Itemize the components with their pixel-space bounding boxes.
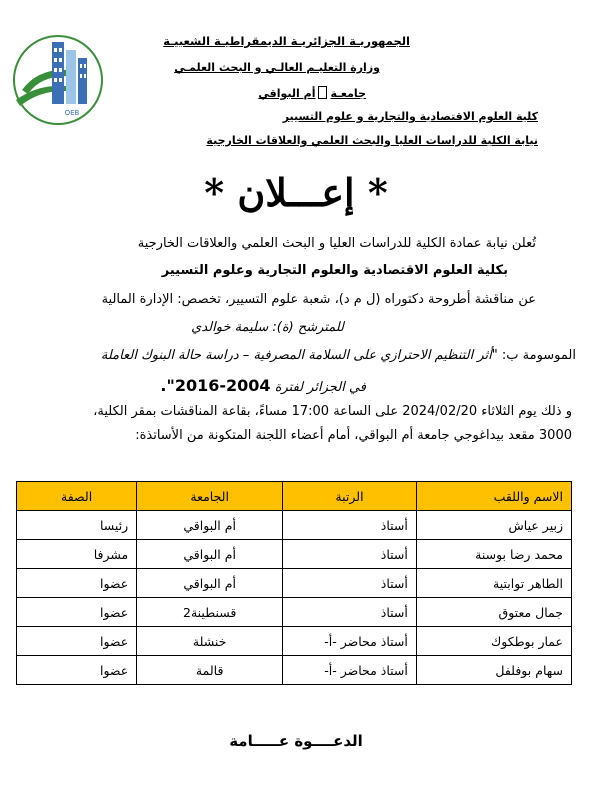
cell-university: أم البواقي — [137, 511, 283, 540]
table-row — [17, 627, 572, 656]
body-thesis-period: 2004-2016". — [160, 376, 271, 395]
cell-name: جمال معتوق — [416, 598, 571, 627]
cell-role: عضوا — [17, 656, 137, 685]
logo-caption: OEB — [64, 109, 80, 117]
col-header-role: الصفة — [17, 482, 137, 511]
header-ministry: وزارة التعليـم العالـي و البحث العلمـي — [174, 61, 380, 74]
col-header-name: الاسم واللقب — [416, 482, 571, 511]
body-thesis-title — [101, 348, 576, 363]
committee-table — [16, 481, 572, 685]
table-row — [17, 569, 572, 598]
public-invitation: الدعــــوة عـــــامة — [229, 732, 363, 750]
col-header-university: الجامعة — [137, 482, 283, 511]
cell-rank: أستاذ — [283, 540, 417, 569]
header-university-name: أم البواقي — [258, 87, 316, 100]
col-header-rank: الرتبة — [283, 482, 417, 511]
cell-university: خنشلة — [137, 627, 283, 656]
body-candidate: للمترشح (ة): سليمة خوالدي — [191, 320, 344, 335]
cell-name: زبير عياش — [416, 511, 571, 540]
header-republic: الجمهوريـة الجزائريـة الديمقراطيـة الشعبيـة — [163, 34, 410, 48]
cell-name: الطاهر توابتية — [416, 569, 571, 598]
cell-rank: أستاذ — [283, 511, 417, 540]
body-thesis-type: عن مناقشة أطروحة دكتوراه (ل م د)، شعبة علوم التسيير، تخصص: الإدارة المالية — [101, 292, 536, 307]
body-thesis-quote: أثر التنظيم الاحترازي على السلامة المصرفية – دراسة حالة البنوك العاملة — [100, 348, 492, 363]
body-thesis-cont-lead: في الجزائر لفترة — [274, 380, 366, 395]
cell-university: أم البواقي — [137, 540, 283, 569]
cell-role: عضوا — [17, 627, 137, 656]
header-vice-deanship: نيابة الكلية للدراسات العليا والبحث العلمي والعلاقات الخارجية — [206, 134, 538, 147]
body-thesis-title-cont — [160, 376, 366, 395]
table-row — [17, 598, 572, 627]
header-university-label: جامعـة — [330, 87, 366, 100]
cell-rank: أستاذ — [283, 598, 417, 627]
cell-name: عمار بوطكوك — [416, 627, 571, 656]
announcement-title: * إعـــلان * — [204, 170, 388, 215]
placeholder-box-icon — [318, 86, 327, 99]
table-header-row — [17, 482, 572, 511]
cell-university: قسنطينة2 — [137, 598, 283, 627]
body-thesis-lead: الموسومة ب: " — [491, 348, 576, 363]
cell-name: محمد رضا بوسنة — [416, 540, 571, 569]
cell-rank: أستاذ — [283, 569, 417, 598]
cell-rank: أستاذ محاضر -أ- — [283, 627, 417, 656]
table-row — [17, 540, 572, 569]
body-faculty: بكلية العلوم الاقتصادية والعلوم التجارية وعلوم التسيير — [161, 263, 508, 278]
cell-university: أم البواقي — [137, 569, 283, 598]
university-logo-icon — [8, 28, 108, 128]
table-row — [17, 511, 572, 540]
table-row — [17, 656, 572, 685]
body-announcer: تُعلن نيابة عمادة الكلية للدراسات العليا و البحث العلمي والعلاقات الخارجية — [137, 236, 536, 251]
cell-rank: أستاذ محاضر -أ- — [283, 656, 417, 685]
cell-university: قالمة — [137, 656, 283, 685]
cell-role: عضوا — [17, 598, 137, 627]
header-faculty: كلية العلوم الاقتصادية والتجارية و علوم التسيير — [282, 110, 538, 123]
cell-name: سهام بوفلفل — [416, 656, 571, 685]
body-location: 3000 مقعد بيداغوجي جامعة أم البواقي، أمام أعضاء اللجنة المتكونة من الأساتذة: — [135, 428, 572, 443]
cell-role: رئيسا — [17, 511, 137, 540]
cell-role: مشرفا — [17, 540, 137, 569]
body-date-time: و ذلك يوم الثلاثاء 2024/02/20 على الساعة 17:00 مساءً، بقاعة المناقشات بمقر الكلية، — [93, 404, 572, 419]
cell-role: عضوا — [17, 569, 137, 598]
header-university — [258, 86, 366, 100]
